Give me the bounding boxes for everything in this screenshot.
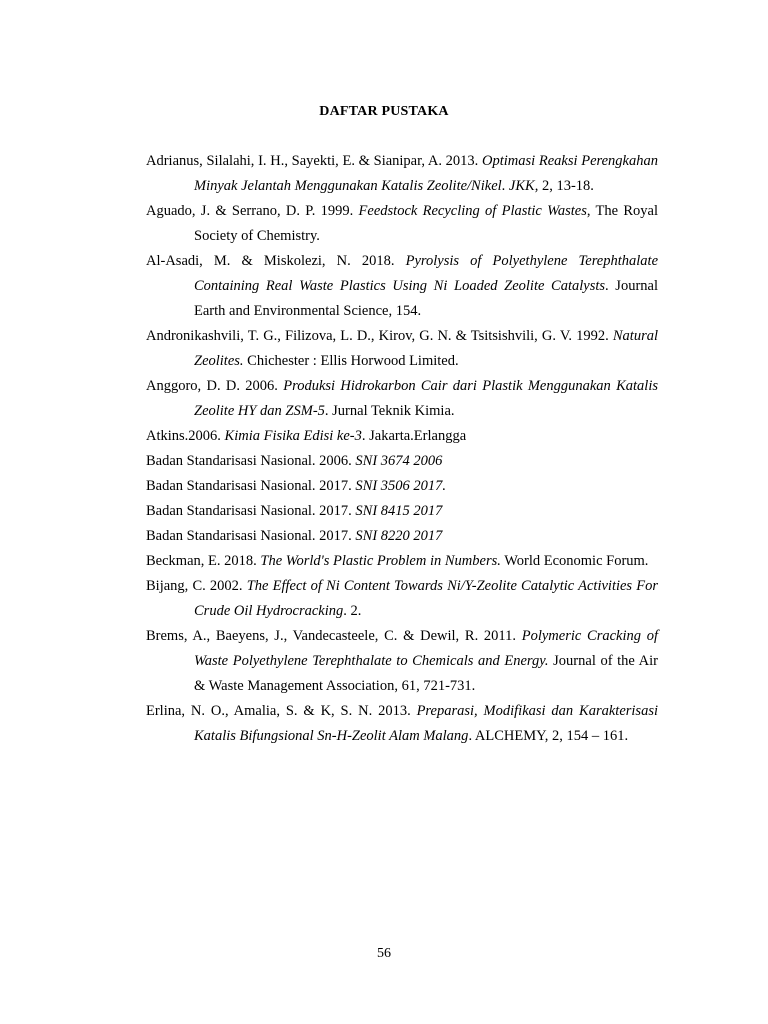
reference-title: Polymeric Cracking of Waste Polyethylene Terephthalate to Chemicals and Energy. bbox=[194, 628, 658, 669]
reference-entry bbox=[146, 574, 658, 624]
reference-entry bbox=[146, 149, 658, 199]
reference-authors: Bijang, C. 2002. bbox=[146, 578, 247, 594]
page-title: DAFTAR PUSTAKA bbox=[319, 104, 449, 119]
reference-authors: Badan Standarisasi Nasional. 2017. bbox=[146, 503, 356, 519]
reference-details: . 2. bbox=[343, 603, 362, 619]
reference-authors: Beckman, E. 2018. bbox=[146, 553, 261, 569]
reference-authors: Al-Asadi, M. & Miskolezi, N. 2018. bbox=[146, 253, 406, 269]
reference-title: Preparasi, Modifikasi dan Karakterisasi Katalis Bifungsional Sn-H-Zeolit Alam Malang bbox=[194, 703, 659, 744]
reference-authors: Erlina, N. O., Amalia, S. & K, S. N. 2013. bbox=[146, 703, 417, 719]
reference-details: Journal of the Air & Waste Management Association, 61, 721-731. bbox=[194, 653, 659, 694]
reference-title: Natural Zeolites. bbox=[194, 328, 658, 369]
reference-journal: JKK, bbox=[508, 178, 539, 194]
reference-title: SNI 3506 2017. bbox=[355, 478, 447, 494]
reference-details: World Economic Forum. bbox=[500, 553, 649, 569]
reference-title: Optimasi Reaksi Perengkahan Minyak Jelantah Menggunakan Katalis Zeolite/Nikel bbox=[194, 153, 658, 194]
reference-details: . Jurnal Teknik Kimia. bbox=[324, 403, 455, 419]
reference-authors: Badan Standarisasi Nasional. 2017. bbox=[146, 478, 356, 494]
reference-entry bbox=[146, 524, 658, 549]
reference-entry bbox=[146, 449, 658, 474]
reference-entry bbox=[146, 549, 658, 574]
reference-entry bbox=[146, 199, 658, 249]
reference-entry bbox=[146, 249, 658, 324]
reference-entry bbox=[146, 474, 658, 499]
reference-details: Chichester : Ellis Horwood Limited. bbox=[243, 353, 459, 369]
reference-title: Feedstock Recycling of Plastic Wastes bbox=[358, 203, 587, 219]
reference-title: Pyrolysis of Polyethylene Terephthalate Containing Real Waste Plastics Using Ni Loaded Zeolite Catalysts bbox=[194, 253, 659, 294]
reference-entry bbox=[146, 424, 658, 449]
reference-entry bbox=[146, 324, 658, 374]
reference-authors: Aguado, J. & Serrano, D. P. 1999. bbox=[146, 203, 359, 219]
reference-authors: Atkins.2006. bbox=[146, 428, 225, 444]
reference-details: . bbox=[501, 178, 509, 194]
reference-details: . ALCHEMY, 2, 154 – 161. bbox=[468, 728, 629, 744]
reference-title: SNI 8220 2017 bbox=[355, 528, 443, 544]
reference-title: SNI 8415 2017 bbox=[355, 503, 443, 519]
reference-title: Produksi Hidrokarbon Cair dari Plastik Menggunakan Katalis Zeolite HY dan ZSM-5 bbox=[194, 378, 659, 419]
reference-entry bbox=[146, 699, 658, 749]
reference-volume: 2, 13-18. bbox=[538, 178, 594, 194]
reference-details: . Jakarta.Erlangga bbox=[361, 428, 467, 444]
reference-title: The World's Plastic Problem in Numbers. bbox=[260, 553, 501, 569]
reference-authors: Badan Standarisasi Nasional. 2017. bbox=[146, 528, 356, 544]
reference-authors: Adrianus, Silalahi, I. H., Sayekti, E. & Sianipar, A. 2013. bbox=[146, 153, 483, 169]
reference-list bbox=[146, 149, 658, 749]
reference-title: The Effect of Ni Content Towards Ni/Y-Zeolite Catalytic Activities For Crude Oil Hydrocracking bbox=[194, 578, 658, 619]
reference-authors: Badan Standarisasi Nasional. 2006. bbox=[146, 453, 356, 469]
reference-authors: Anggoro, D. D. 2006. bbox=[146, 378, 284, 394]
reference-authors: Andronikashvili, T. G., Filizova, L. D., Kirov, G. N. & Tsitsishvili, G. V. 1992. bbox=[146, 328, 613, 344]
page-number: 56 bbox=[377, 946, 391, 961]
reference-title: Kimia Fisika Edisi ke-3 bbox=[224, 428, 362, 444]
reference-details: , The Royal Society of Chemistry. bbox=[194, 203, 658, 244]
reference-entry bbox=[146, 374, 658, 424]
reference-details: . Journal Earth and Environmental Science, 154. bbox=[194, 278, 658, 319]
reference-authors: Brems, A., Baeyens, J., Vandecasteele, C. & Dewil, R. 2011. bbox=[146, 628, 522, 644]
reference-title: SNI 3674 2006 bbox=[355, 453, 443, 469]
reference-entry bbox=[146, 624, 658, 699]
reference-entry bbox=[146, 499, 658, 524]
